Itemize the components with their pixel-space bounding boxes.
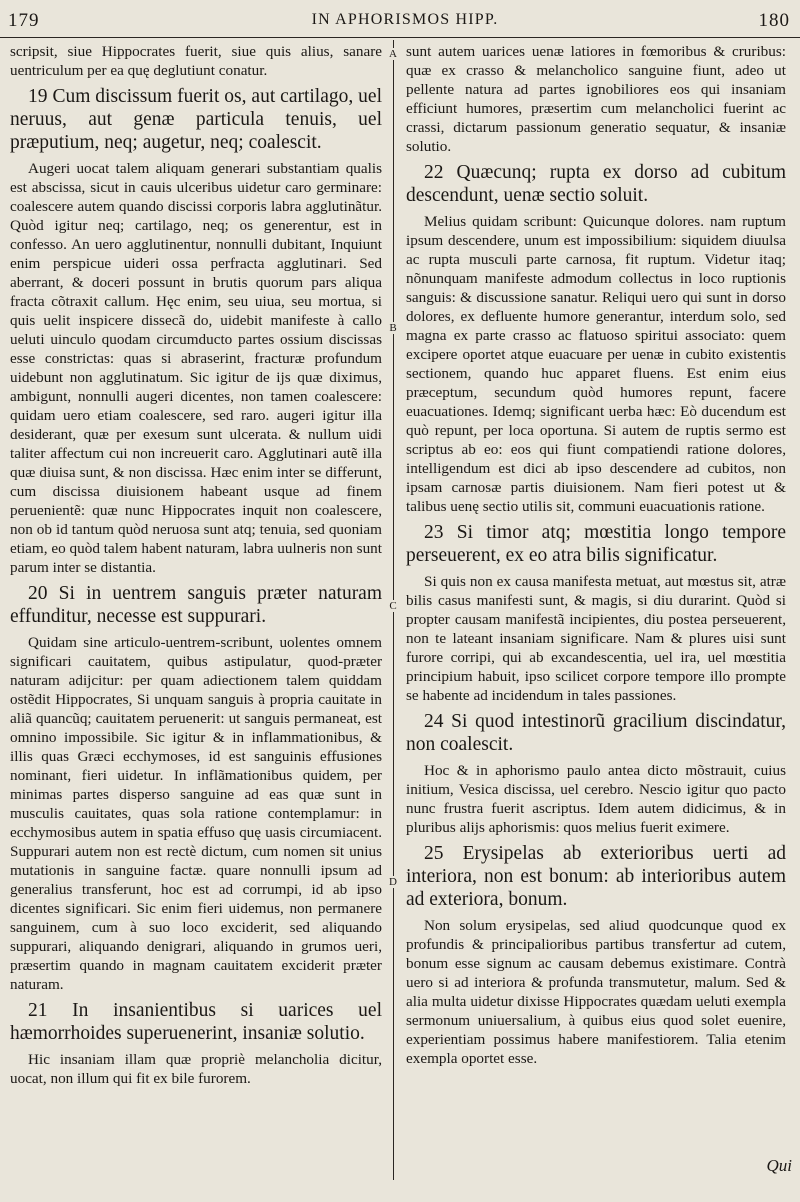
aphorism-23 [406,521,786,567]
aphorism-20 [10,582,382,628]
commentary-continuation: scripsit, siue Hippocrates fuerit, siue quis alius, sanare uentriculum per ea quę deglutiunt conatur. [10,43,382,79]
aphorism-number: 24 [424,711,444,732]
aphorism-text: In insanientibus si uarices uel hæmorrhoides superuenerint, insaniæ solutio. [10,1000,382,1044]
commentary-continuation: sunt autem uarices uenæ latiores in fœmoribus & cruribus: quæ ex crasso & melancholico sanguine fiunt, adeo ut pellente natura ad partes ignobiliores eos qui insaniam efficiunt humores, præsertim cum melancholici fuerint ac crassi, dictarum passionum generatio sequatur, & insaniæ solutio. [406,43,786,155]
aphorism-number: 19 [28,86,48,107]
aphorism-21 [10,999,382,1045]
commentary-25: Non solum erysipelas, sed aliud quodcunque quod ex profundis & principalioribus partibus transfertur ad cutem, bonum esse signum ac causam debemus existimare. Contrà uero si ad interiora & profunda transmutetur, malum. Sed & alia multa uidetur dixisse Hippocrates quædam ueluti exempla sermonum uniuersalium, à quibus eius quod solet euenire, experientiam possimus habere manifestiorem. Talia etenim exempla oportet esse. [406,917,786,1067]
margin-letter-b: B [387,322,399,334]
aphorism-number: 23 [424,522,444,543]
right-column [406,42,786,1178]
aphorism-text: Quæcunq; rupta ex dorso ad cubitum descendunt, uenæ sectio soluit. [406,162,786,206]
aphorism-text: Si in uentrem sanguis præter naturam effunditur, necesse est suppurari. [10,583,382,627]
margin-letter-a: A [387,48,399,60]
commentary-23: Si quis non ex causa manifesta metuat, aut mœstus sit, atræ bilis casus manifesti sunt, & magis, si diu durarint. Quòd si propter causam manifestã incipientes, diu postea perseuerent, non te lateant insaniam significare. Nam & plures uisi sunt furore corripi, qui ab excandescentia, uel ira, uel mœstitia principium habuit, ipso scilicet corpore tempore illo prompte se habente ad incidendum in tales passiones. [406,573,786,704]
header-rule [0,37,800,38]
aphorism-number: 25 [424,843,444,864]
page-number-left: 179 [8,10,40,31]
margin-letter-d: D [387,876,399,888]
page-header [0,4,800,34]
aphorism-text: Erysipelas ab exterioribus uerti ad interiora, non est bonum: ab interioribus autem ad exteriora, bonum. [406,843,786,910]
aphorism-25 [406,842,786,911]
left-column [10,42,382,1178]
commentary-24: Hoc & in aphorismo paulo antea dicto mõstrauit, cuius initium, Vesica discissa, uel cerebro. Nescio igitur quo pacto nunc frustra fuerit ascriptus. Idem autem didicimus, & in pluribus alijs aphorismis: quos melius fuerit eximere. [406,762,786,836]
catchword: Qui [766,1156,792,1175]
aphorism-number: 22 [424,162,444,183]
margin-letter-c: C [387,600,399,612]
aphorism-number: 20 [28,583,48,604]
aphorism-22 [406,161,786,207]
commentary-20: Quidam sine articulo-uentrem-scribunt, uolentes omnem significari cauitatem, quibus astipulatur, quod-præter naturam adijcitur: per quam adiectionem talem quiddam ostẽdit Hippocrates, Si unquam sanguis à propria cauitate in aliã quancũq; cauitatem peruenerit: ut sanguis permaneat, est omnino impossibile. Sic igitur & in inflammationibus, & illis quas Græci ecchymoses, id est sanguinis effusiones nominant, fieri uidetur. In inflãmationibus quidem, per minimas partes disperso sanguine ad eas quæ sunt in musculis cauitates, quas sola ratione contemplamur: in ecchymosibus autem in spatia effuso quę uasis circumiacent. Suppurari autem non est rectè dictum, cum nomen sit unius mutationis in sanguine factæ. quare nonnulli ipsum ad generalius transferunt, hoc est ad corrumpi, id ab ipso dicentes significari. Sic enim fieri uidemus, non permanere sanguinem, cum à suo loco exciderit, sed aliquando suppurari, aliquando denigrari, aliquando in grumos ueri, præsertim quando in magnam cauitatem exciderit præter naturam. [10,634,382,993]
aphorism-24 [406,710,786,756]
page-number-right: 180 [758,10,790,31]
aphorism-text: Si timor atq; mœstitia longo tempore perseuerent, ex eo atra bilis significatur. [406,522,786,566]
running-title: IN APHORISMOS HIPP. [311,11,499,28]
commentary-22: Melius quidam scribunt: Quicunque dolores. nam ruptum ipsum descendere, unum est impossibilium: siquidem diuulsa ac rupta musculi parte carnosa, fit ruptum. Videtur itaq; nõnunquam manifeste admodum collectus in loco ruptionis sanguis: & discussione sanatur. Reliqui uero qui sunt in dorso dolores, ex defluente humore generantur, interdum solo, sed magna ex parte crasso ac flatuoso spiritui associato: quem excipere oportet atque euacuare per uenæ in cubito existentis sectionem, quando huc apparet fluens. Est enim eius præceptum, secundum quòd humores repunt, facere euacuationes. Idemq; significant uerba hæc: Eò ducendum est quò repunt, per loca oportuna. Si autem de ruptis sermo est scriptus ab eo: eos qui fiunt compatiendi ratione dolores, intelligendum est dici ab ipso descendere ad cubitos, non ipsam carnosæ partis diuisionem. Nam fieri potest ut & talibus uenę sectio utilis sit, communi euacuationis ratione. [406,213,786,515]
aphorism-text: Cum discissum fuerit os, aut cartilago, uel neruus, aut genæ particula tenuis, uel præputium, neq; augetur, neq; coalescit. [10,86,382,153]
commentary-19: Augeri uocat talem aliquam generari substantiam qualis est abscissa, sicut in cauis ulceribus uidetur caro germinare: coalescere autem quando discissi corporis labra agglutinãtur. Quòd igitur neq; cartilago, neq; os generentur, est in confesso. An uero agglutinentur, nonnulli dubitant, Inquiunt enim perspicue uideri ossa perfracta agglutinari. Sed aberrant, & doceri possunt in brutis quorum pars aliqua fracta cõtraxit callum. Hęc enim, seu uiua, seu mortua, si quis uelit inspicere dissecã do, uidebit manifeste à callo ueluti uinculo quodam circumducto partes ossium discissas esse constrictas: quas si abraserint, fracturæ profundum uidebunt non agglutinatum. Sic igitur de ijs quæ diximus, ambigunt, nonnulli augeri dicentes, non tamen coalescere: quidam uero etiam coalescere, sed raro. augeri igitur illa desiderant, quæ per exesum sunt ulcerata. & nullum uidi taliter affectum cui non increuerit caro. Agglutinari autẽ illa quæ diuisa sunt, & non discissa. Hæc enim inter se differunt, cum discissa diuisionem habeant usque ad finem peruenientẽ: quæ nunc Hippocrates inquit non coalescere, non ob id tantum quòd neruosa sunt atq; tenuia, sed quoniam etiam, eo quòd talem habent naturam, labra uulneris non sunt parum inter se distantia. [10,160,382,576]
aphorism-number: 21 [28,1000,48,1021]
aphorism-text: Si quod intestinorũ gracilium discindatur, non coalescit. [406,711,786,755]
commentary-21: Hic insaniam illam quæ propriè melancholia dicitur, uocat, non illum qui fit ex bile furorem. [10,1051,382,1087]
aphorism-19 [10,85,382,154]
